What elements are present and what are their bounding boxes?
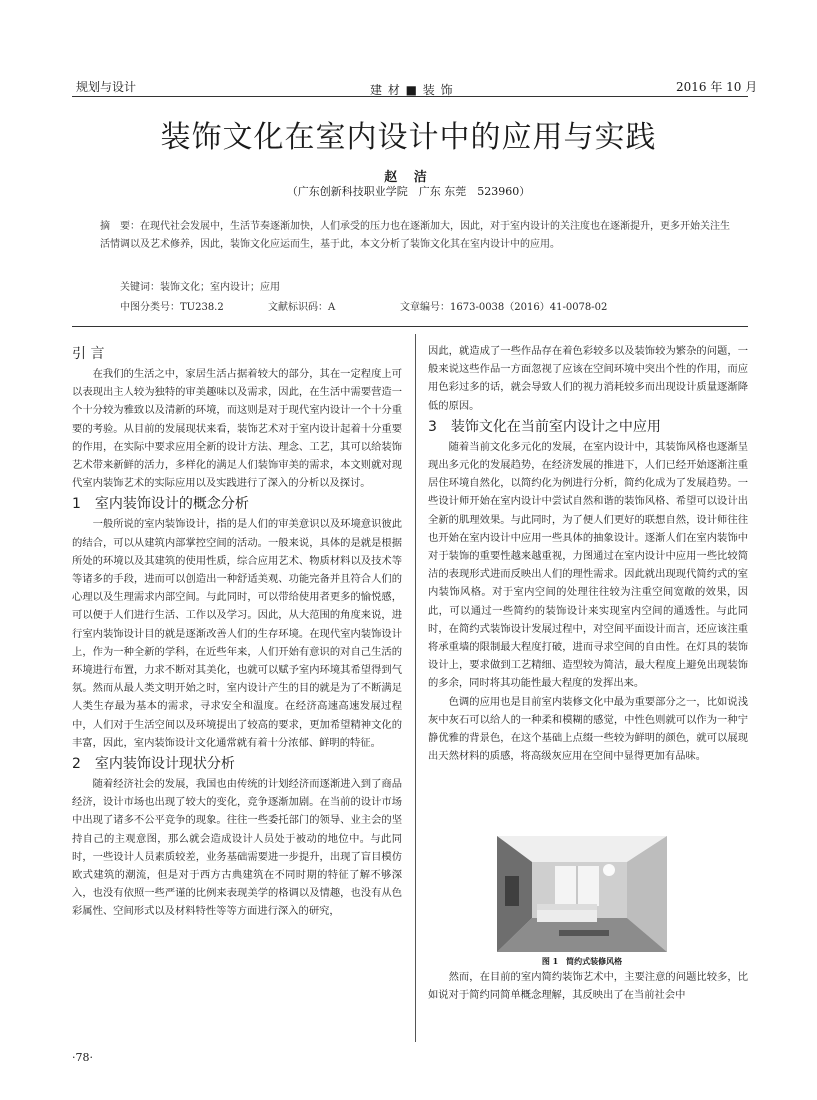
abstract-rule <box>72 326 748 327</box>
right-column-top <box>428 342 748 765</box>
section-heading: 1 室内装饰设计的概念分析 <box>72 496 249 513</box>
running-header-right: 2016 年 10 月 <box>676 80 758 94</box>
body-paragraph: 随着经济社会的发展，我国也由传统的计划经济而逐渐进入到了商品经济，设计市场也出现了较大的变化，竞争逐渐加剧。在当前的设计市场中出现了诸多不公平竞争的现象。往往一些委托部门的领导、业主会的坚持自己的主观意图，那么就会造成设计人员处于被动的地位中。与此同时，一些设计人员素质较差，业务基础需要进一步提升，出现了盲目模仿欧式建筑的潮流，但是对于西方古典建筑在不同时期的特征了解不够深入，也没有依照一些严谨的比例来表现美学的格调以及情趣，也没有从色彩属性、空间形式以及材料特性等等方面进行深入的研究， <box>72 778 402 918</box>
body-paragraph: 在我们的生活之中，家居生活占据着较大的部分，其在一定程度上可以表现出主人较为独特的审美趣味以及需求，因此，在生活中需要营造一个十分较为雅致以及清新的环境，而这则是对于现代室内设计一个十分重要的考验。从目前的发展现状来看，装饰艺术对于室内设计起着十分重要的作用，在实际中要求应用全新的设计方法、理念、工艺，其可以给装饰艺术带来新鲜的活力，多样化的满足人们装饰审美的需求，本文则就对现代室内装饰艺术的实际应用以及实践进行了深入的分析以及探讨。 <box>72 368 402 490</box>
body-paragraph: 随着当前文化多元化的发展，在室内设计中，其装饰风格也逐渐呈现出多元化的发展趋势，在经济发展的推进下，人们已经开始逐渐注重居住环境自然化，以简约化为例进行分析，简约化成为了发展趋势。一些设计师开始在室内设计中尝试自然和谐的装饰风格、希望可以设计出全新的肌理效果。与此同时，为了便人们更好的联想自然，设计师往往也开始在室内设计中应用一些具体的抽象设计。逐渐人们在室内装饰中对于装饰的重要性越来越重视，力图通过在室内设计中应用一些比较简洁的表现形式进而反映出人们的理性需求。因此就出现现代简约式的室内装饰风格。对于室内空间的处理往往较为注重空间宽敞的效果，因此，可以通过一些简约的装饰设计来实现室内空间的通透性。与此同时，在简约式装饰设计发展过程中，对空间平面设计而言，还应该注重将承重墙的限制最大程度打破，进而寻求空间的自由性。在灯具的装饰设计上，要求做到工艺精细、造型较为简洁，最大程度上避免出现装饰的多余，同时将其功能性最大程度的发挥出来。 <box>428 440 748 690</box>
body-paragraph: 一般所说的室内装饰设计，指的是人们的审美意识以及环境意识彼此的结合，可以从建筑内部掌控空间的活动。一般来说，具体的是就是根据所处的环境以及其建筑的使用性质，综合应用艺术、物质材料以及技术等等诸多的手段，进而可以创造出一种舒适美观、功能完备并且符合人们的心理以及生理需求内部空间。与此同时，可以带给使用者更多的愉悦感，可以便于人们进行生活、工作以及学习。因此，从大范围的角度来说，进行室内装饰设计目的就是逐渐改善人们的生存环境。在现代室内装饰设计上，作为一种全新的学科，在近些年来，人们开始有意识的对自己生活的环境进行布置，力求不断对其美化，也就可以赋予室内环境其希望得到气氛。然而从最人类文明开始之时，室内设计产生的目的就是为了不断满足人类生存最为基本的需求，寻求安全和温度。在经济高速高速发展过程中，人们对于生活空间以及环境提出了较高的要求，更加希望精神文化的丰富，因此，室内装饰设计文化通常就有着十分浓郁、鲜明的特征。 <box>72 518 402 749</box>
section-heading: 2 室内装饰设计现状分析 <box>72 756 235 773</box>
page-number: ·78· <box>72 1051 93 1064</box>
body-paragraph: 色调的应用也是目前室内装修文化中最为重要部分之一，比如说浅灰中灰石可以给人的一种柔和模糊的感觉，中性色则就可以作为一种宁静优雅的背景色，在这个基础上点缀一些较为鲜明的颜色，就可以展现出天然材料的质感，将高级灰应用在空间中显得更加有品味。 <box>428 695 748 763</box>
document-code: 文献标识码：A <box>268 302 336 313</box>
figure-caption: 图 1 简约式装修风格 <box>541 956 623 966</box>
section-heading: 3 装饰文化在当前室内设计之中应用 <box>428 418 661 435</box>
section-heading: 引 言 <box>72 346 105 362</box>
author-affiliation: （广东创新科技职业学院 广东 东莞 523960） <box>286 185 531 198</box>
author-name: 赵 洁 <box>384 170 433 185</box>
running-header-center: 建 材 ■ 装 饰 <box>370 83 454 97</box>
body-paragraph: 然而，在目前的室内简约装饰艺术中，主要注意的问题比较多，比如说对于简约同简单概念理解，其反映出了在当前社会中 <box>428 971 748 1002</box>
clc-number: 中图分类号：TU238.2 <box>120 302 224 313</box>
article-number: 文章编号：1673-0038（2016）41-0078-02 <box>400 302 608 313</box>
article-title: 装饰文化在室内设计中的应用与实践 <box>160 120 657 155</box>
body-paragraph: 因此，就造成了一些作品存在着色彩较多以及装饰较为繁杂的问题，一般来说这些作品一方面忽视了应该在空间环境中突出个性的作用，而应用色彩过多的话，就会导致人们的视力消耗较多而出现设计质量逐渐降低的原因。 <box>428 345 748 412</box>
right-column-bottom <box>428 968 748 1004</box>
keywords: 关键词：装饰文化；室内设计；应用 <box>120 282 280 293</box>
abstract: 摘 要：在现代社会发展中，生活节奏逐渐加快，人们承受的压力也在逐渐加大，因此，对于室内设计的关注度也在逐渐提升，更多开始关注生活情调以及艺术修养，因此，装饰文化应运而生，基于此，本文分析了装饰文化其在室内设计中的应用。 <box>100 221 730 250</box>
left-column <box>72 342 402 921</box>
header-rule <box>72 96 748 97</box>
interior-photo <box>497 836 667 952</box>
running-header-left: 规划与设计 <box>76 80 137 94</box>
column-divider <box>415 334 416 1042</box>
